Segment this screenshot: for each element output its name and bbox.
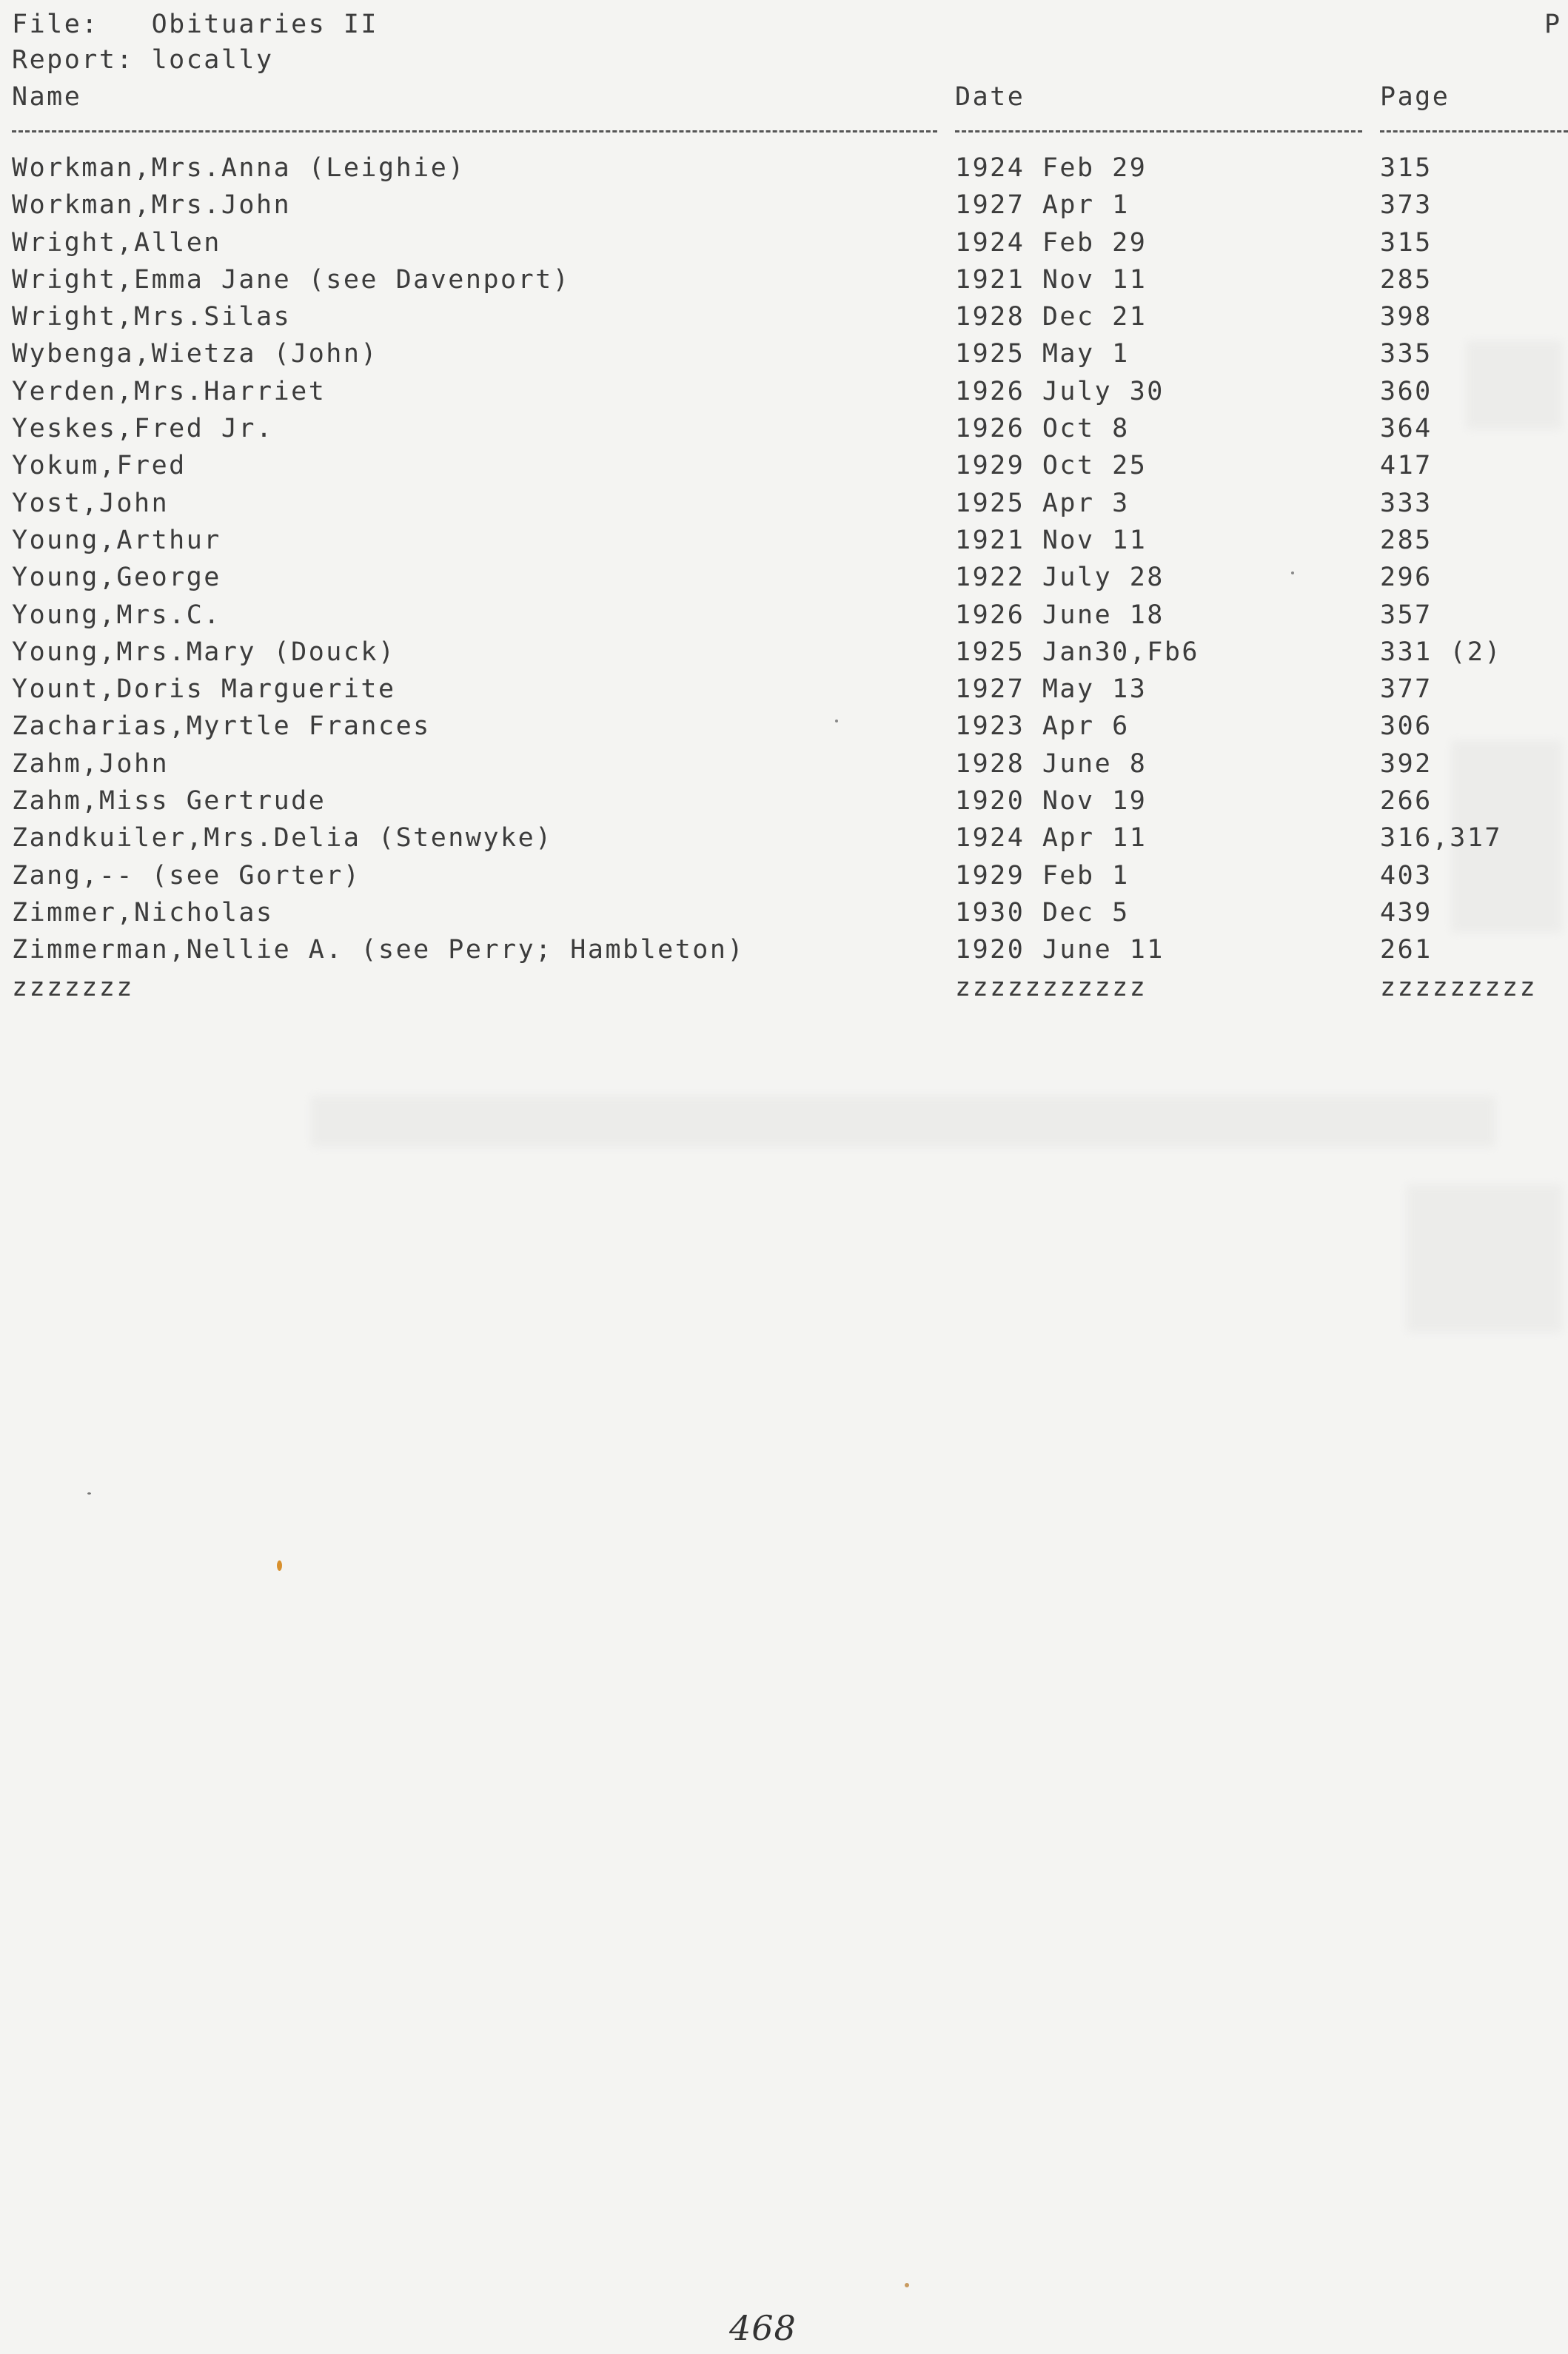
row-date: 1925 May 1: [955, 339, 1130, 369]
row-date: 1922 July 28: [955, 563, 1165, 593]
row-page: 364: [1380, 414, 1433, 444]
row-name: Yokum,Fred: [12, 451, 187, 481]
row-name: Workman,Mrs.John: [12, 190, 292, 221]
row-date: 1920 Nov 19: [955, 786, 1147, 816]
report-scope-line: Report: locally: [12, 45, 274, 75]
obituary-index-list: [0, 150, 1568, 1006]
row-name: Zang,-- (see Gorter): [12, 860, 361, 891]
row-date: 1927 May 13: [955, 674, 1147, 705]
page-column-rule: [1380, 130, 1568, 133]
row-date: zzzzzzzzzzz: [955, 972, 1147, 1002]
row-name: Zimmerman,Nellie A. (see Perry; Hambleton): [12, 935, 746, 965]
row-date: 1920 June 11: [955, 935, 1165, 965]
row-page: 373: [1380, 190, 1433, 221]
column-header-date: Date: [955, 82, 1025, 112]
report-file-line: File: Obituaries II: [12, 10, 379, 39]
row-name: Young,George: [12, 563, 221, 593]
row-page: 403: [1380, 860, 1433, 891]
row-name: Zandkuiler,Mrs.Delia (Stenwyke): [12, 823, 553, 854]
row-name: Wright,Emma Jane (see Davenport): [12, 264, 571, 295]
row-name: Young,Arthur: [12, 525, 221, 555]
table-row: [0, 335, 1568, 372]
scan-smudge: [311, 1096, 1495, 1147]
scan-smudge: [1407, 1184, 1562, 1332]
table-row: [0, 894, 1568, 931]
row-name: Yost,John: [12, 488, 170, 518]
table-row: [0, 671, 1568, 708]
orange-speck: [905, 2283, 909, 2287]
table-row: [0, 373, 1568, 410]
row-name: Yeskes,Fred Jr.: [12, 414, 274, 444]
table-row: [0, 931, 1568, 968]
row-date: 1925 Apr 3: [955, 488, 1130, 518]
handwritten-page-number: 468: [729, 2308, 797, 2348]
table-row: [0, 447, 1568, 484]
row-date: 1926 July 30: [955, 376, 1165, 406]
row-page: 296: [1380, 563, 1433, 593]
row-name: Zahm,John: [12, 748, 170, 779]
row-date: 1924 Apr 11: [955, 823, 1147, 854]
name-column-rule: [12, 130, 937, 133]
row-page: 335: [1380, 339, 1433, 369]
row-date: 1925 Jan30,Fb6: [955, 637, 1200, 667]
row-page: 331 (2): [1380, 637, 1503, 667]
row-page: 266: [1380, 786, 1433, 816]
row-name: Wright,Mrs.Silas: [12, 302, 292, 332]
table-row: [0, 559, 1568, 596]
row-page: 357: [1380, 600, 1433, 630]
table-row: [0, 224, 1568, 261]
row-page: 439: [1380, 897, 1433, 928]
table-row: [0, 522, 1568, 559]
row-date: 1929 Feb 1: [955, 860, 1130, 891]
table-row: [0, 969, 1568, 1006]
table-row: [0, 745, 1568, 782]
row-name: Workman,Mrs.Anna (Leighie): [12, 153, 466, 183]
row-date: 1923 Apr 6: [955, 711, 1130, 742]
speck: [87, 1492, 91, 1495]
row-date: 1924 Feb 29: [955, 227, 1147, 258]
row-date: 1926 June 18: [955, 600, 1165, 630]
row-page: 306: [1380, 711, 1433, 742]
table-row: [0, 857, 1568, 894]
row-page: zzzzzzzzz: [1380, 972, 1538, 1002]
orange-speck: [277, 1560, 282, 1571]
row-name: Yerden,Mrs.Harriet: [12, 376, 326, 406]
row-date: 1921 Nov 11: [955, 264, 1147, 295]
row-date: 1927 Apr 1: [955, 190, 1130, 221]
row-name: Young,Mrs.C.: [12, 600, 221, 630]
row-page: 315: [1380, 227, 1433, 258]
row-page: 360: [1380, 376, 1433, 406]
row-page: 417: [1380, 451, 1433, 481]
row-name: Zahm,Miss Gertrude: [12, 786, 326, 816]
row-page: 316,317: [1380, 823, 1503, 854]
date-column-rule: [955, 130, 1362, 133]
table-row: [0, 819, 1568, 856]
column-header-page: Page: [1380, 82, 1450, 112]
row-page: 392: [1380, 748, 1433, 779]
row-page: 333: [1380, 488, 1433, 518]
row-page: 315: [1380, 153, 1433, 183]
column-header-name: Name: [12, 82, 82, 112]
row-date: 1930 Dec 5: [955, 897, 1130, 928]
table-row: [0, 485, 1568, 522]
row-date: 1928 June 8: [955, 748, 1147, 779]
page-corner-letter: P: [1544, 10, 1562, 39]
row-name: Zimmer,Nicholas: [12, 897, 274, 928]
row-name: Wright,Allen: [12, 227, 221, 258]
table-row: [0, 782, 1568, 819]
row-name: zzzzzzz: [12, 972, 135, 1002]
row-date: 1924 Feb 29: [955, 153, 1147, 183]
row-date: 1926 Oct 8: [955, 414, 1130, 444]
row-page: 285: [1380, 525, 1433, 555]
table-row: [0, 261, 1568, 298]
row-date: 1929 Oct 25: [955, 451, 1147, 481]
row-name: Young,Mrs.Mary (Douck): [12, 637, 396, 667]
row-date: 1928 Dec 21: [955, 302, 1147, 332]
row-name: Yount,Doris Marguerite: [12, 674, 396, 705]
table-row: [0, 187, 1568, 224]
table-row: [0, 150, 1568, 187]
row-date: 1921 Nov 11: [955, 525, 1147, 555]
table-row: [0, 634, 1568, 671]
row-page: 377: [1380, 674, 1433, 705]
table-row: [0, 410, 1568, 447]
row-page: 261: [1380, 935, 1433, 965]
table-row: [0, 298, 1568, 335]
row-page: 398: [1380, 302, 1433, 332]
row-page: 285: [1380, 264, 1433, 295]
row-name: Zacharias,Myrtle Frances: [12, 711, 431, 742]
row-name: Wybenga,Wietza (John): [12, 339, 379, 369]
table-row: [0, 708, 1568, 745]
table-row: [0, 597, 1568, 634]
